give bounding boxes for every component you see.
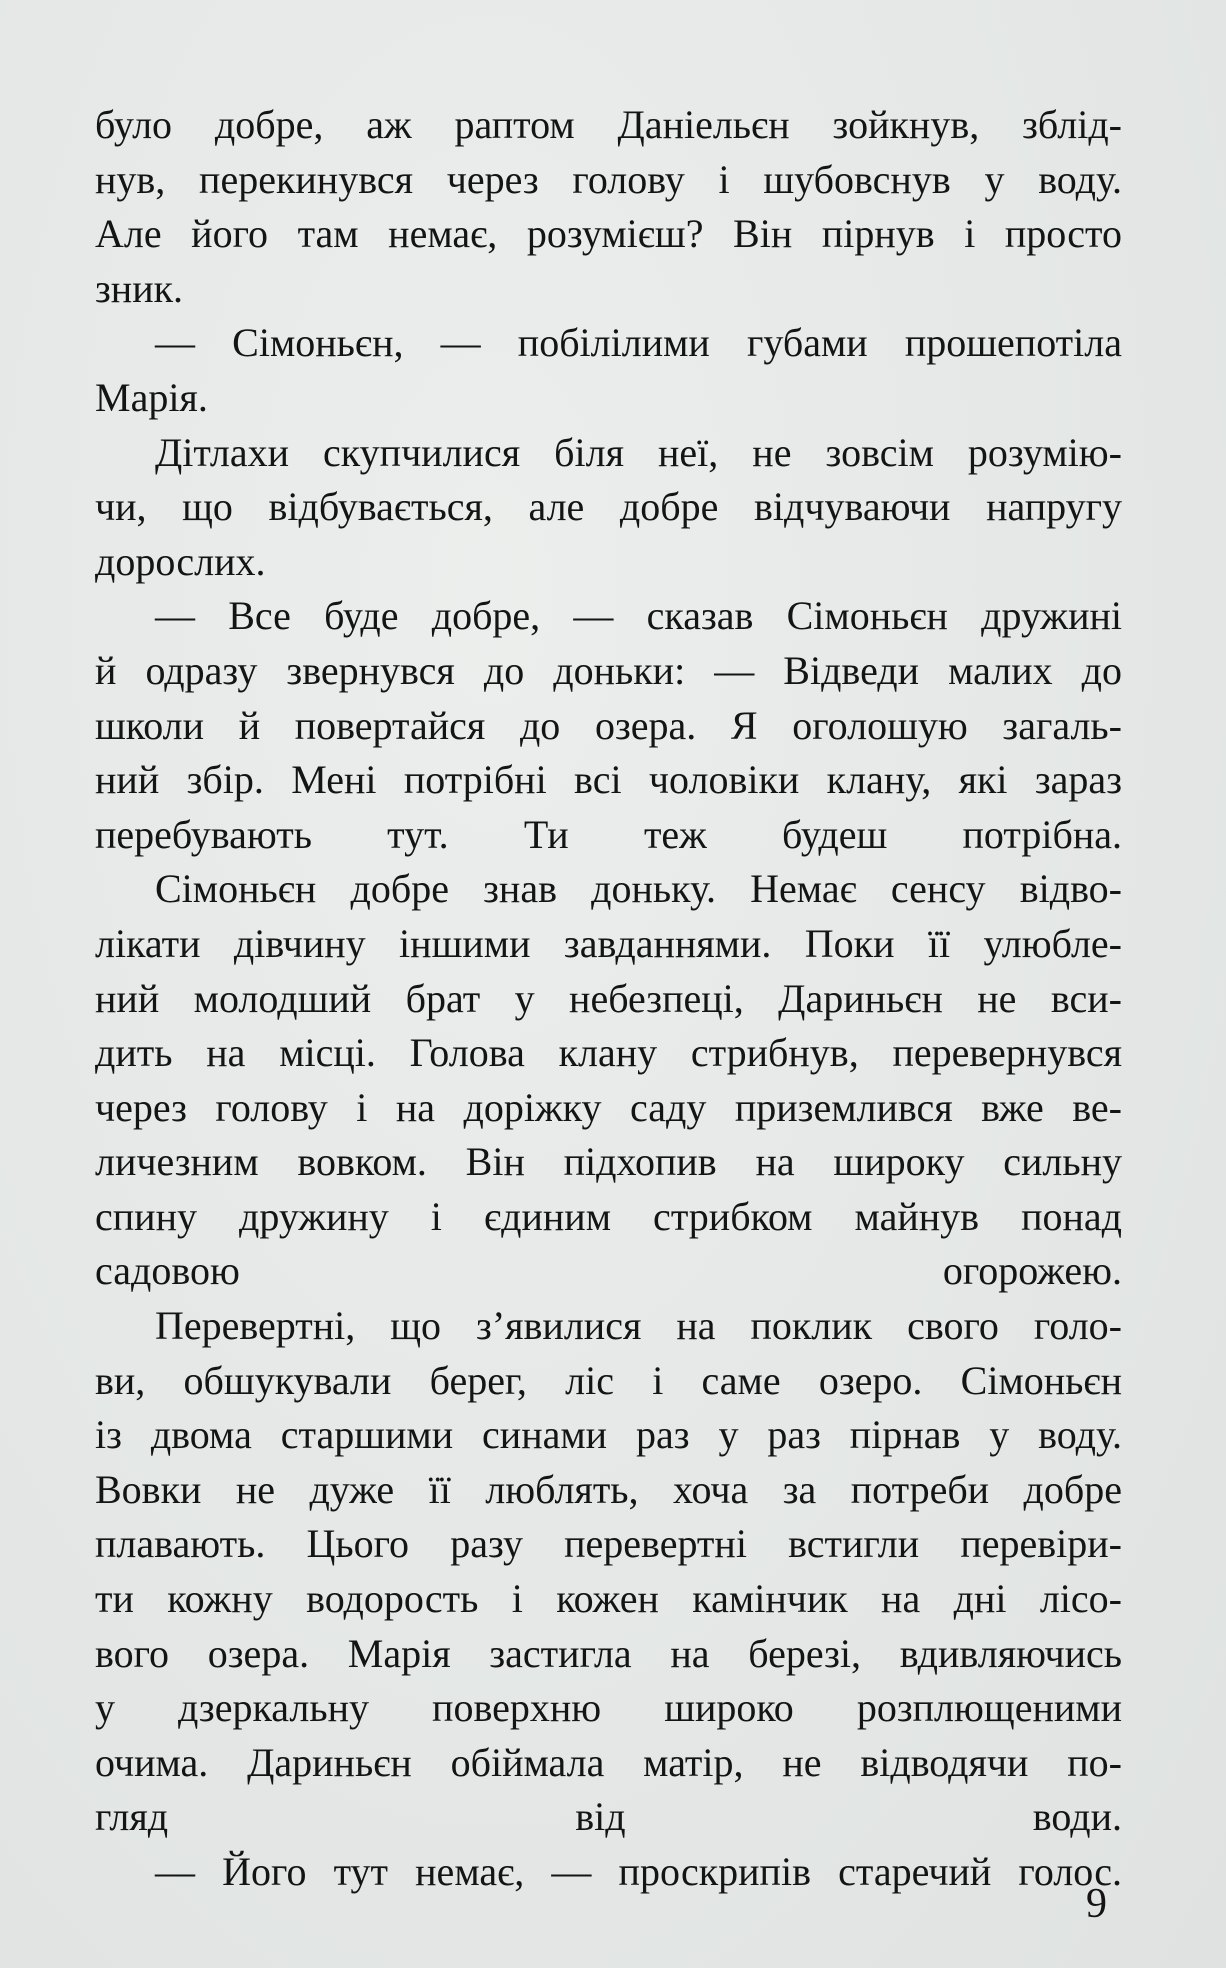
text-line: ний молодший брат у небезпеці, Дариньєн не вси- [95,975,1122,1021]
text-line: нув, перекинувся через голову і шубовснув у воду. [95,156,1122,202]
text-line: було добре, аж раптом Даніельєн зойкнув, зблід- [95,102,1122,147]
text-line: гляд від води. [95,1794,1122,1840]
text-line: лікати дівчину іншими завданнями. Поки її улюбле- [95,920,1122,966]
text-line: садовою огорожею. [95,1248,1122,1294]
text-line: ти кожну водорость і кожен камінчик на дні лісо- [95,1576,1122,1622]
text-line: плавають. Цього разу перевертні встигли перевіри- [95,1521,1122,1567]
text-line: перебувають тут. Ти теж будеш потрібна. [95,811,1122,857]
text-line: чи, що відбувається, але добре відчуваючи напругу [95,484,1122,530]
text-line: у дзеркальну поверхню широко розплющеними [95,1685,1122,1731]
text-line: Вовки не дуже її люблять, хоча за потреби добре [95,1466,1122,1512]
text-line: дить на місці. Голова клану стрибнув, перевернувся [95,1030,1122,1076]
text-line: й одразу звернувся до доньки: — Відведи малих до [95,647,1122,693]
text-line: очима. Дариньєн обіймала матір, не відводячи по- [95,1739,1122,1785]
text-line-paragraph-start: Дітлахи скупчилися біля неї, не зовсім розумію- [155,429,1122,475]
text-line: спину дружину і єдиним стрибком майнув понад [95,1193,1122,1239]
text-line: Марія. [95,374,208,420]
text-line-paragraph-start: Перевертні, що з’явилися на поклик свого голо- [155,1303,1122,1349]
text-line: школи й повертайся до озера. Я оголошую загаль- [95,702,1122,748]
text-line: дорослих. [95,538,266,584]
body-text [95,98,1122,1900]
text-line: ний збір. Мені потрібні всі чоловіки клану, які зараз [95,757,1122,803]
text-line: Але його там немає, розумієш? Він пірнув і просто [95,211,1122,257]
text-line: зник. [95,265,184,311]
text-line: із двома старшими синами раз у раз пірнав у воду. [95,1412,1122,1458]
text-line: вого озера. Марія застигла на березі, вдивляючись [95,1630,1122,1676]
text-line: ви, обшукували берег, ліс і саме озеро. Сімоньєн [95,1357,1122,1403]
text-line: личезним вовком. Він підхопив на широку сильну [95,1139,1122,1185]
page-number: 9 [1086,1881,1107,1927]
text-line-paragraph-start: Сімоньєн добре знав доньку. Немає сенсу відво- [155,866,1122,912]
text-line-dialogue: — Його тут немає, — проскрипів старечий голос. [155,1849,1122,1894]
text-line-dialogue: — Все буде добре, — сказав Сімоньєн дружині [155,593,1122,639]
text-line-dialogue: — Сімоньєн, — побілілими губами прошепотіла [155,320,1122,366]
text-line: через голову і на доріжку саду приземлився вже ве- [95,1084,1122,1130]
